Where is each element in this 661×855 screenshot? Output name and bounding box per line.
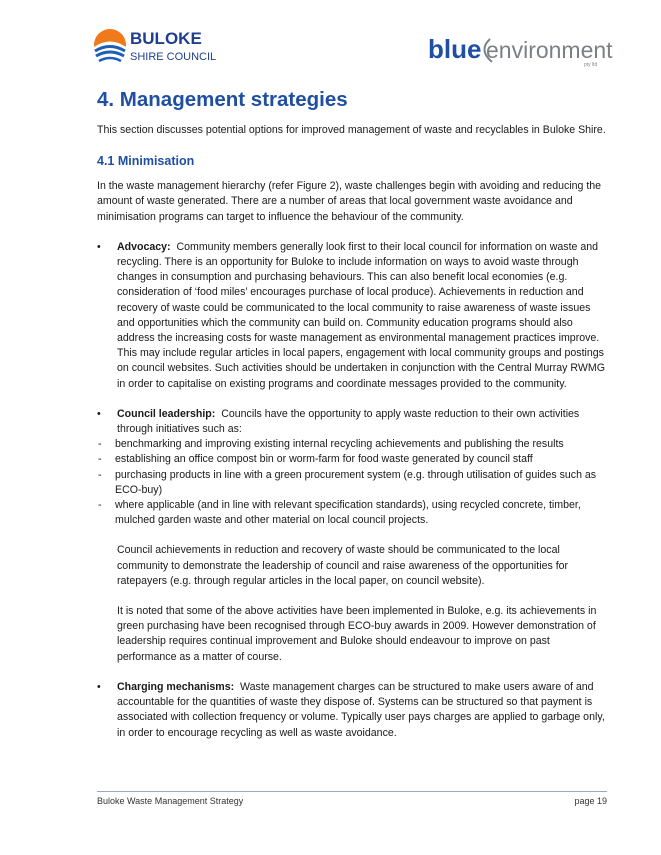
bullet-label: Advocacy: (117, 240, 171, 253)
council-logo-name: BULOKE (130, 29, 202, 48)
footer-document-title: Buloke Waste Management Strategy (97, 796, 244, 806)
leadership-paragraph-2: It is noted that some of the above activities have been implemented in Buloke, e.g. its achievements in green purchasing have been recognised through ECO-buy awards in 2009. However demonstration of leadership requires continual improvement and Buloke should endeavour to improve on past performance as a matter of course. (117, 605, 597, 663)
blue-environment-logo (428, 34, 613, 70)
dash-icon: - (98, 468, 102, 481)
bullet-advocacy (97, 240, 607, 392)
bullet-leadership (97, 407, 607, 437)
buloke-emblem-icon (94, 29, 126, 63)
subsection-intro: In the waste management hierarchy (refer Figure 2), waste challenges begin with avoiding and reducing the amount of waste generated. There are a number of areas that local government waste avoidance and minimisation programs can target to influence the behaviour of the community. (97, 180, 602, 223)
bullet-text: Councils have the opportunity to apply waste reduction to their own activities through initiatives such as: (117, 407, 580, 436)
list-item: - where applicable (and in line with relevant specification standards), using recycled concrete, timber, mulched garden waste and other material on local council projects. (98, 499, 581, 527)
dash-icon: - (98, 453, 102, 466)
bullet-label: Council leadership: (117, 407, 216, 420)
footer-page-number: page 19 (574, 796, 607, 806)
bullet-icon: • (97, 240, 101, 253)
buloke-shire-council-logo (93, 27, 217, 69)
bullet-label: Charging mechanisms: (117, 680, 235, 693)
dash-icon: - (98, 499, 102, 512)
document-body (97, 88, 607, 756)
list-item: - benchmarking and improving existing internal recycling achievements and publishing the results (97, 437, 607, 452)
list-item: - establishing an office compost bin or worm-farm for food waste generated by council staff (97, 452, 607, 467)
footer-divider (97, 791, 607, 792)
list-item: - purchasing products in line with a green procurement system (e.g. through utilisation of guides such as ECO-buy) (98, 468, 597, 496)
leadership-initiatives-list (97, 437, 607, 528)
bullet-text: Waste management charges can be structured to make users aware of and accountable for the quantities of waste they dispose of. Systems can be structured so that payment is associated with collection frequency or volume. Typically user pays charges are applied to garbage only, in order to encourage recycling as well as waste avoidance. (117, 680, 605, 739)
bullet-charging (97, 680, 607, 741)
section-title: 4. Management strategies (97, 88, 348, 111)
bullet-icon: • (97, 407, 101, 420)
bullet-icon: • (97, 680, 101, 693)
bullet-text: Community members generally look first to their local council for information on waste and recycling. There is an opportunity for Buloke to include information on ways to avoid waste through changes in consumption and purchasing behaviours. This can also benefit local economies (e.g. consideration of ‘food miles’ encourages purchase of local produce). Achievements in reduction and recovery of waste could be communicated to the local community to raise awareness of waste issues and opportunities which the community can build on. Community education programs should also address the increasing costs for waste management as environmental management practices improve. This may include regular articles in local papers, engagement with local community groups and postings on council websites. Such activities should be undertaken in conjunction with the Central Murray RWMG in order to capitalise on existing programs and coordinate messages provided to the community. (117, 240, 605, 390)
section-intro: This section discusses potential options for improved management of waste and recyclables in Buloke Shire. (97, 124, 606, 136)
subsection-title: 4.1 Minimisation (97, 154, 195, 169)
dash-icon: - (98, 438, 102, 451)
council-logo-sub: SHIRE COUNCIL (130, 51, 217, 63)
brand-part-blue: blue (428, 34, 482, 64)
brand-suffix: pty ltd (584, 62, 598, 68)
leadership-paragraph-1: Council achievements in reduction and recovery of waste should be communicated to the local community to demonstrate the leadership of council and raise awareness of the opportunities for ratepayers (e.g. through regular articles in the local paper, on council website). (117, 544, 569, 587)
brand-part-environment: environment (486, 37, 613, 63)
